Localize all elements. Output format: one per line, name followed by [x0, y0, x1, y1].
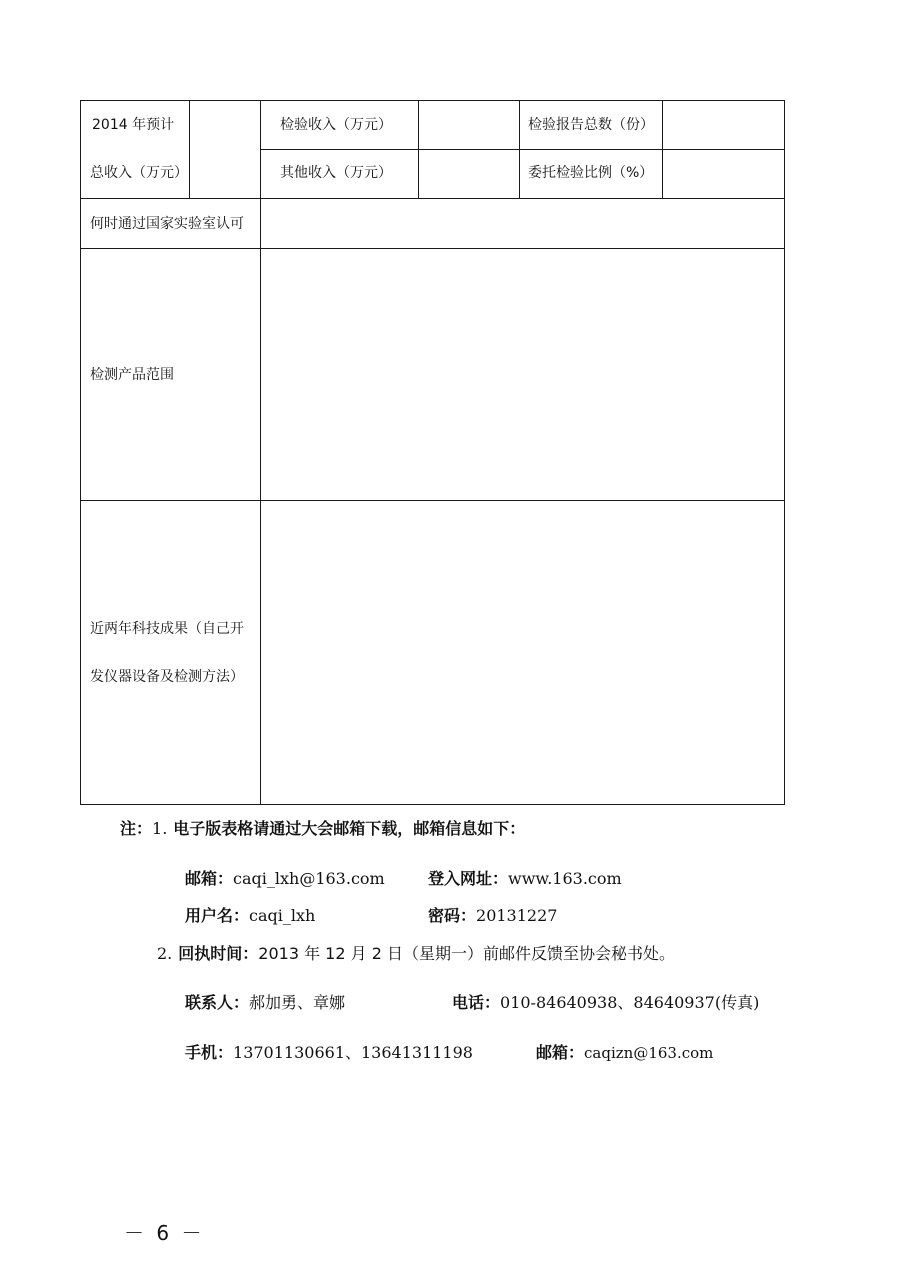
password-label: 密码： [428, 906, 477, 925]
entrusted-ratio-label: 委托检验比例（%） [528, 165, 654, 181]
row-divider-income-bottom [80, 198, 785, 199]
note-item-1 [120, 818, 525, 840]
login-line [428, 868, 622, 890]
col-divider-subincome-value [519, 100, 520, 198]
lab-accreditation-value[interactable] [263, 201, 782, 246]
col-divider-report-label [662, 100, 663, 198]
phone-value: 010-84640938、84640937(传真) [500, 993, 760, 1012]
application-form-table [80, 100, 785, 805]
note-prefix: 注： [120, 819, 153, 838]
col-divider-subincome-label [418, 100, 419, 198]
email2-line [536, 1042, 713, 1064]
other-income-value[interactable] [421, 151, 517, 196]
login-label: 登入网址： [428, 869, 509, 888]
mobile-value: 13701130661、13641311198 [233, 1043, 473, 1062]
password-value: 20131227 [476, 906, 558, 925]
col-divider-income-label [189, 100, 190, 198]
note-item-2-number: 2. [157, 944, 173, 963]
email2-value[interactable]: caqizn@163.com [584, 1044, 714, 1062]
contact-value: 郝加勇、章娜 [249, 993, 346, 1012]
username-value: caqi_lxh [249, 906, 316, 925]
email2-label: 邮箱： [536, 1043, 585, 1062]
col-divider-income-value [260, 100, 261, 805]
estimated-income-value[interactable] [192, 102, 258, 196]
lab-accreditation-label: 何时通过国家实验室认可 [90, 216, 244, 232]
entrusted-ratio-value[interactable] [665, 151, 782, 196]
inspection-income-label: 检验收入（万元） [280, 117, 392, 133]
note-item-2-text: 2013 年 12 月 2 日（星期一）前邮件反馈至协会秘书处。 [258, 944, 675, 963]
mailbox-line [185, 868, 385, 890]
login-value[interactable]: www.163.com [508, 869, 622, 888]
row-divider-accreditation-bottom [80, 248, 785, 249]
note-item-2-label: 回执时间： [178, 944, 259, 963]
mobile-line [185, 1042, 473, 1064]
note-item-1-text: 电子版表格请通过大会邮箱下载，邮箱信息如下： [173, 819, 526, 838]
note-item-2 [157, 943, 675, 965]
table-border-right [784, 100, 785, 805]
username-line [185, 905, 315, 927]
inspection-income-value[interactable] [421, 102, 517, 147]
password-line [428, 905, 557, 927]
product-scope-value[interactable] [263, 251, 782, 498]
estimated-income-label-line2: 总收入（万元） [90, 165, 188, 181]
other-income-label: 其他收入（万元） [280, 165, 392, 181]
product-scope-label: 检测产品范围 [90, 367, 174, 383]
mailbox-label: 邮箱： [185, 869, 234, 888]
row-divider-scope-bottom [80, 500, 785, 501]
note-item-1-number: 1. [152, 819, 168, 838]
estimated-income-label-line1: 2014 年预计 [92, 117, 175, 133]
achievements-label-line2: 发仪器设备及检测方法） [90, 669, 244, 685]
username-label: 用户名： [185, 906, 250, 925]
achievements-label-line1: 近两年科技成果（自己开 [90, 621, 244, 637]
mailbox-value[interactable]: caqi_lxh@163.com [233, 869, 385, 888]
phone-label: 电话： [452, 993, 501, 1012]
achievements-value[interactable] [263, 503, 782, 802]
table-border-bottom [80, 804, 785, 805]
report-count-label: 检验报告总数（份） [528, 117, 654, 133]
contact-label: 联系人： [185, 993, 250, 1012]
page-number: － 6 － [124, 1221, 205, 1245]
mobile-label: 手机： [185, 1043, 234, 1062]
table-border-left [80, 100, 81, 805]
contact-line [185, 992, 345, 1014]
report-count-value[interactable] [665, 102, 782, 147]
phone-line [452, 992, 759, 1014]
